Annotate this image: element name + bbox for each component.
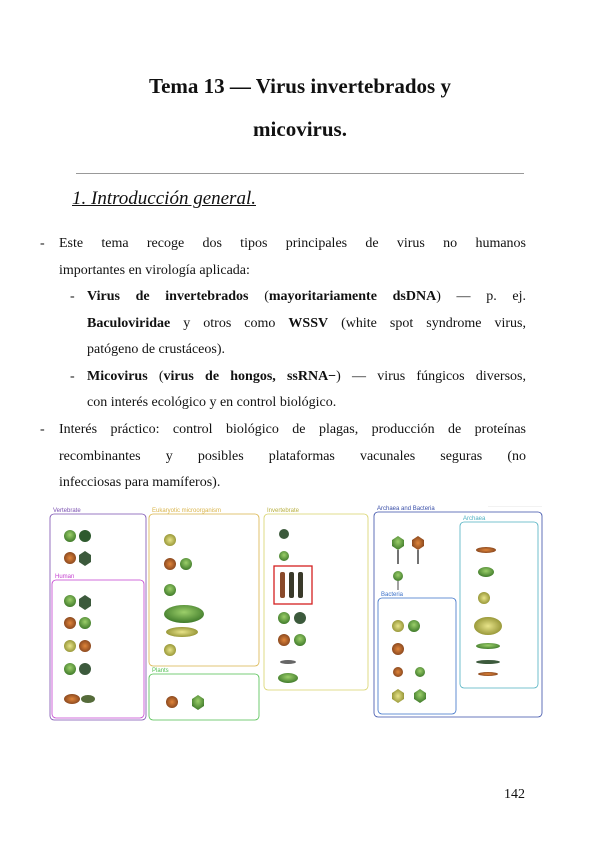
page-title-line2: micovirus.: [253, 117, 347, 141]
vertebrate-label: Vertebrate: [53, 508, 81, 514]
term-baculoviridae: Baculoviridae: [87, 315, 171, 331]
bullet-2-line2: recombinantes y posibles plataformas vacunales seguras (no: [59, 448, 526, 464]
invertebrate-virus-icons: [278, 529, 306, 683]
term-wssv: WSSV: [288, 315, 329, 331]
eukaryotic-virus-icons: [164, 534, 204, 656]
vertebrate-virus-icons: [64, 530, 95, 704]
plants-label: Plants: [152, 668, 169, 674]
invertebrate-box: [264, 514, 368, 690]
bullet-2-line1: Interés práctico: control biológico de plagas, producción de proteínas: [59, 422, 526, 437]
archaea-box: [460, 522, 538, 688]
archaea-bacteria-label: Archaea and Bacteria: [377, 506, 435, 512]
bullet-1-line1: Este tema recoge dos tipos principales de virus no humanos: [59, 236, 526, 251]
virus-figure-svg: [48, 506, 544, 722]
bullet-dash: -: [40, 236, 45, 251]
virus-host-figure: [48, 506, 544, 722]
term-invertebrate-virus: Virus de invertebrados: [87, 289, 249, 304]
term-micovirus: Micovirus: [87, 368, 148, 384]
term-dsdna: mayoritariamente dsDNA: [268, 289, 437, 304]
sub-bullet-1-line3: patógeno de crustáceos).: [87, 342, 225, 357]
page-number: 142: [504, 787, 525, 802]
vertebrate-box: [50, 514, 146, 720]
sub-bullet-1-line1: Virus de invertebrados (mayoritariamente dsDNA) — p. ej.: [87, 289, 526, 304]
term-fungal-virus: virus de hongos, ssRNA−: [163, 368, 337, 384]
sub-bullet-1-line2: Baculoviridae y otros como WSSV (white spot syndrome virus,: [87, 315, 526, 331]
archaea-label: Archaea: [463, 516, 486, 522]
plants-box: [149, 674, 259, 720]
sub-bullet-dash: -: [70, 368, 75, 384]
page-title-line1: Tema 13 — Virus invertebrados y: [149, 74, 451, 98]
human-label: Human: [55, 574, 75, 580]
sub-bullet-2-line2: con interés ecológico y en control biológico.: [87, 395, 337, 410]
sub-bullet-dash: -: [70, 289, 75, 304]
section-heading: 1. Introducción general.: [72, 188, 256, 209]
bacteria-label: Bacteria: [381, 592, 404, 598]
bullet-dash: -: [40, 422, 45, 437]
bullet-2-line3: infecciosas para mamíferos).: [59, 475, 221, 490]
eukaryotic-label: Eukaryotic microorganism: [152, 508, 222, 514]
plant-virus-icons: [166, 695, 204, 710]
bacteria-archaea-virus-icons: [392, 536, 502, 703]
title-divider: [76, 173, 524, 174]
invertebrate-label: Invertebrate: [267, 508, 300, 514]
sub-bullet-2-line1: Micovirus (virus de hongos, ssRNA−) — virus fúngicos diversos,: [87, 368, 526, 384]
bullet-1-line2: importantes en virología aplicada:: [59, 262, 250, 278]
